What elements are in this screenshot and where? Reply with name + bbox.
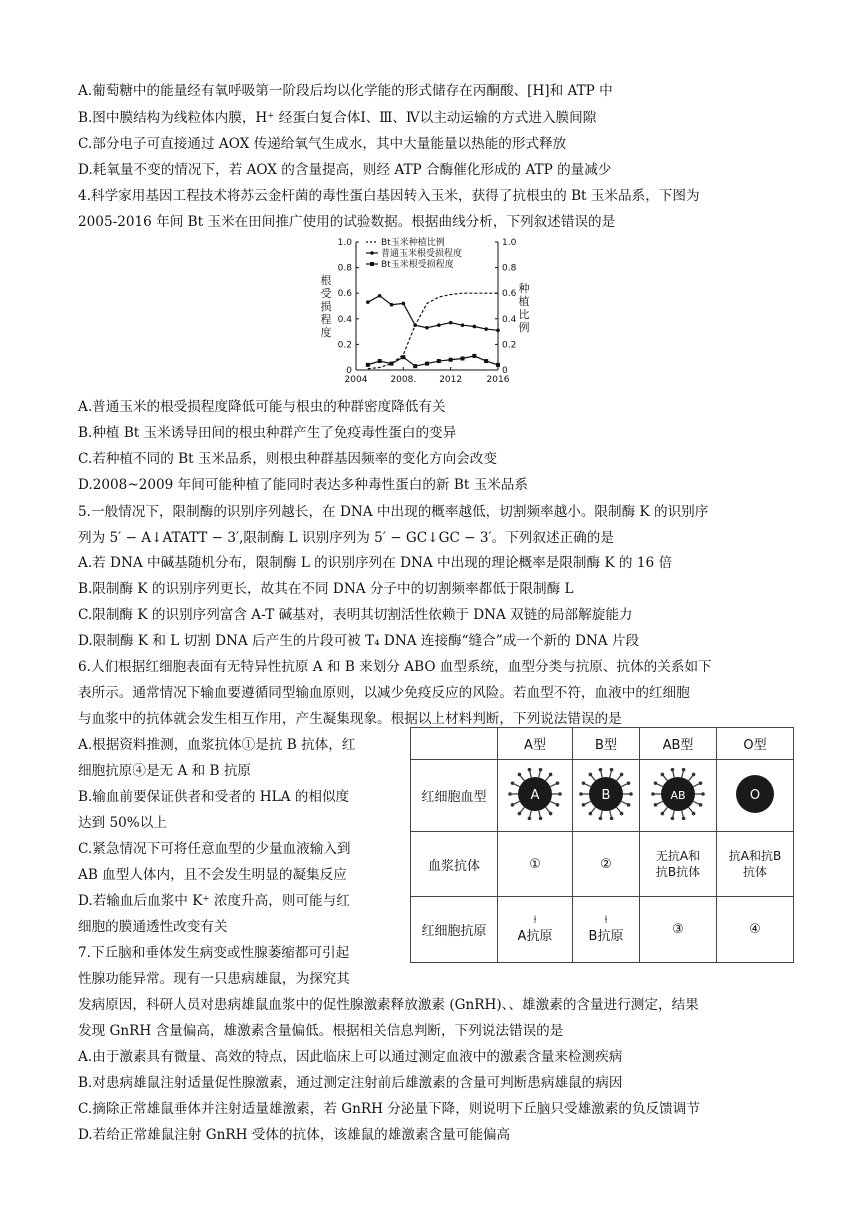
data-point xyxy=(401,355,405,359)
legend-label: 普通玉米根受损程度 xyxy=(381,249,463,259)
antigen-spike-tip xyxy=(511,781,515,785)
red-cell-a-icon xyxy=(505,764,565,824)
data-point xyxy=(496,363,500,367)
cell-letter: A xyxy=(530,787,540,803)
text-line: B.限制酶 K 的识别序列更长，故其在不同 DNA 分子中的切割频率都低于限制酶 L xyxy=(78,581,574,597)
antigen-spike-tip xyxy=(627,803,631,807)
data-point xyxy=(402,302,406,306)
antigen-spike-tip xyxy=(539,768,543,772)
y-tick-label-left: 1.0 xyxy=(337,238,352,248)
antigen-spike-tip xyxy=(511,803,515,807)
text-line: 列为 5′ − A↓ATATT − 3′,限制酶 L 识别序列为 5′ − GC↓GC − 3′。下列叙述正确的是 xyxy=(78,530,614,546)
y-tick-label-left: 0.6 xyxy=(337,289,352,300)
text-line: 发病原因，科研人员对患病雄鼠血浆中的促性腺激素释放激素 (GnRH)、、雄激素的含量进行测定，结果 xyxy=(78,997,699,1013)
antigen-pin-icon: ⍿ xyxy=(533,912,537,926)
antigen-spike-tip xyxy=(701,792,705,796)
y-axis-label-right: 比 xyxy=(518,308,530,321)
table-header: O型 xyxy=(717,728,794,760)
antibody-line: 抗体 xyxy=(742,865,767,880)
data-point xyxy=(437,323,441,327)
data-point xyxy=(366,363,370,367)
x-tick-label: 2012 xyxy=(439,375,463,385)
question-7-stem: 7.下丘脑和垂体发生病变或性腺萎缩都可引起 xyxy=(78,945,350,961)
antigen-spike-tip xyxy=(692,812,696,816)
antigen-spike-tip xyxy=(629,792,633,796)
cell-letter: AB xyxy=(670,788,686,802)
antibody-line: 抗A和抗B xyxy=(728,849,782,864)
antigen-spike-tip xyxy=(582,803,586,807)
antigen-spike-tip xyxy=(671,816,675,820)
antigen-spike-tip xyxy=(682,816,686,820)
red-cell-ab-icon xyxy=(648,764,708,824)
text-line: B.对患病雄鼠注射适量促性腺激素，通过测定注射前后雄激素的含量可判断患病雄鼠的病因 xyxy=(78,1075,623,1091)
text-line: B.图中膜结构为线粒体内膜，H⁺ 经蛋白复合体Ⅰ、Ⅲ、Ⅳ以主动运输的方式进入膜间隙 xyxy=(78,110,597,126)
text-line: 达到 50%以上 xyxy=(78,815,167,831)
x-tick-label: 2008. xyxy=(390,375,417,385)
antigen-spike-tip xyxy=(558,792,562,796)
y-axis-label-left: 损 xyxy=(320,300,332,313)
text-line: 细胞抗原④是无 A 和 B 抗原 xyxy=(78,763,252,779)
text-line: 2005-2016 年间 Bt 玉米在田间推广使用的试验数据。根据曲线分析，下列叙述错误的是 xyxy=(78,214,616,230)
red-cell-o-icon xyxy=(725,764,785,824)
x-tick-label: 2004 xyxy=(344,375,368,385)
antigen-spike-tip xyxy=(528,816,532,820)
legend-marker xyxy=(370,251,374,255)
antigen-label: B抗原 xyxy=(588,928,624,944)
y-tick-label-left: 0.2 xyxy=(337,340,352,351)
y-axis-label-left: 受 xyxy=(320,287,332,300)
antigen-spike-tip xyxy=(699,803,703,807)
antigen-spike-tip xyxy=(651,792,655,796)
y-tick-label-right: 0.4 xyxy=(502,314,517,325)
data-point xyxy=(496,329,500,333)
text-line: AB 血型人体内，且不会发生明显的凝集反应 xyxy=(78,867,347,883)
y-tick-label-left: 0 xyxy=(346,366,352,376)
text-line: C.摘除正常雄鼠垂体并注射适量雄激素，若 GnRH 分泌量下降，则说明下丘脑只受雄激素的负反馈调节 xyxy=(78,1101,700,1117)
antigen-cell: ④ xyxy=(717,896,794,962)
cell-letter: B xyxy=(601,787,611,803)
data-point xyxy=(484,327,488,331)
y-axis-label-right: 例 xyxy=(518,321,530,334)
antigen-spike-tip xyxy=(654,781,658,785)
data-point xyxy=(390,362,394,366)
data-point xyxy=(484,359,488,363)
x-tick-label: 2016 xyxy=(486,375,510,385)
y-tick-label-right: 1.0 xyxy=(502,238,517,248)
text-line: A.根据资料推测，血浆抗体①是抗 B 抗体，红 xyxy=(78,737,356,753)
y-axis-label-left: 程 xyxy=(320,313,332,326)
text-line: 与血浆中的抗体就会发生相互作用，产生凝集现象。根据以上材料判断，下列说法错误的是 xyxy=(78,711,622,727)
data-point xyxy=(366,300,370,304)
data-point xyxy=(461,323,465,327)
antibody-line: 无抗A和 xyxy=(655,849,701,864)
antigen-spike-tip xyxy=(620,772,624,776)
y-axis-label-left: 根 xyxy=(320,274,332,287)
y-tick-label-right: 0 xyxy=(502,366,508,376)
table-corner xyxy=(411,728,498,760)
antigen-pin-icon: ⍿ xyxy=(604,912,608,926)
row-label: 红细胞抗原 xyxy=(411,896,498,962)
text-line: 性腺功能异常。现有一只患病雄鼠，为探究其 xyxy=(78,971,350,987)
data-point xyxy=(378,294,382,298)
antigen-spike-tip xyxy=(699,781,703,785)
text-line: 发现 GnRH 含量偏高，雄激素含量偏低。根据相关信息判断，下列说法错误的是 xyxy=(78,1023,564,1039)
legend-label: Bt玉米根受损程度 xyxy=(381,260,454,270)
table-header: AB型 xyxy=(640,728,717,760)
antigen-spike-tip xyxy=(539,816,543,820)
text-line: D.耗氧量不变的情况下，若 AOX 的含量提高，则经 ATP 合酶催化形成的 ATP 的量减少 xyxy=(78,162,612,178)
series-line xyxy=(368,296,498,331)
text-line: B.种植 Bt 玉米诱导田间的根虫种群产生了免疫毒性蛋白的变异 xyxy=(78,425,457,441)
data-point xyxy=(461,356,465,360)
antigen-spike-tip xyxy=(661,812,665,816)
antigen-spike-tip xyxy=(508,792,512,796)
text-line: 表所示。通常情况下输血要遵循同型输血原则，以减少免疫反应的风险。若血型不符，血液中的红细胞 xyxy=(78,685,690,701)
antigen-spike-tip xyxy=(518,772,522,776)
cell-type-a xyxy=(498,760,573,832)
y-axis-label-left: 度 xyxy=(320,326,332,339)
antigen-spike-tip xyxy=(528,768,532,772)
data-point xyxy=(413,323,417,327)
antigen-spike-tip xyxy=(549,772,553,776)
antigen-spike-tip xyxy=(599,768,603,772)
antibody-cell: ① xyxy=(498,832,573,896)
data-point xyxy=(437,359,441,363)
data-point xyxy=(472,354,476,358)
red-cell-b-icon xyxy=(576,764,636,824)
text-line: A.普通玉米的根受损程度降低可能与根虫的种群密度降低有关 xyxy=(78,399,446,415)
bt-corn-chart xyxy=(318,232,532,392)
antigen-spike-tip xyxy=(549,812,553,816)
y-axis-label-right: 植 xyxy=(518,295,530,308)
blood-type-table xyxy=(410,727,794,963)
antigen-spike-tip xyxy=(556,803,560,807)
text-line: C.紧急情况下可将任意血型的少量血液输入到 xyxy=(78,841,351,857)
question-4-stem: 4.科学家用基因工程技术将苏云金杆菌的毒性蛋白基因转入玉米，获得了抗根虫的 Bt 玉米品系，下图为 xyxy=(78,188,700,204)
antigen-spike-tip xyxy=(518,812,522,816)
antigen-spike-tip xyxy=(682,768,686,772)
antibody-cell xyxy=(640,832,717,896)
cell-type-o xyxy=(717,760,794,832)
data-point xyxy=(378,359,382,363)
antigen-spike-tip xyxy=(620,812,624,816)
table-header: A型 xyxy=(498,728,573,760)
y-tick-label-left: 0.4 xyxy=(337,314,352,325)
y-tick-label-right: 0.8 xyxy=(502,263,517,274)
antigen-spike-tip xyxy=(627,781,631,785)
text-line: A.若 DNA 中碱基随机分布，限制酶 L 的识别序列在 DNA 中出现的理论概率是限制酶 K 的 16 倍 xyxy=(78,555,673,571)
text-line: A.由于激素具有微量、高效的特点，因此临床上可以通过测定血液中的激素含量来检测疾病 xyxy=(78,1049,623,1065)
y-axis-label-right: 种 xyxy=(518,282,530,295)
row-label: 血浆抗体 xyxy=(411,832,498,896)
text-line: 细胞的膜通透性改变有关 xyxy=(78,919,228,935)
data-point xyxy=(449,358,453,362)
cell-type-b xyxy=(573,760,640,832)
text-line: C.限制酶 K 的识别序列富含 A-T 碱基对，表明其切割活性依赖于 DNA 双链的局部解旋能力 xyxy=(78,607,633,623)
table-header: B型 xyxy=(573,728,640,760)
cell-letter: O xyxy=(749,787,761,803)
text-line: D.若给正常雄鼠注射 GnRH 受体的抗体，该雄鼠的雄激素含量可能偏高 xyxy=(78,1127,511,1143)
antibody-cell: ② xyxy=(573,832,640,896)
question-5-stem: 5.一般情况下，限制酶的识别序列越长，在 DNA 中出现的概率越低，切割频率越小。限制酶 K 的识别序 xyxy=(78,504,709,520)
antigen-spike-tip xyxy=(599,816,603,820)
text-line: C.部分电子可直接通过 AOX 传递给氧气生成水，其中大量能量以热能的形式释放 xyxy=(78,136,567,152)
data-point xyxy=(473,325,477,329)
text-line: B.输血前要保证供者和受者的 HLA 的相似度 xyxy=(78,789,350,805)
y-tick-label-right: 0.2 xyxy=(502,340,517,351)
antigen-label: A抗原 xyxy=(517,928,553,944)
antigen-spike-tip xyxy=(582,781,586,785)
text-line: A.葡萄糖中的能量经有氧呼吸第一阶段后均以化学能的形式储存在丙酮酸、[H]和 ATP 中 xyxy=(78,83,613,99)
text-line: D.若输血后血浆中 K⁺ 浓度升高，则可能与红 xyxy=(78,893,350,909)
antibody-cell xyxy=(717,832,794,896)
antigen-spike-tip xyxy=(556,781,560,785)
antigen-spike-tip xyxy=(692,772,696,776)
text-line: D.2008~2009 年间可能种植了能同时表达多种毒性蛋白的新 Bt 玉米品系 xyxy=(78,477,528,493)
legend-label: Bt玉米种植比例 xyxy=(381,238,445,248)
antigen-spike-tip xyxy=(610,816,614,820)
antigen-cell xyxy=(573,896,640,962)
antigen-spike-tip xyxy=(671,768,675,772)
y-tick-label-left: 0.8 xyxy=(337,263,352,274)
data-point xyxy=(425,326,429,330)
antigen-spike-tip xyxy=(610,768,614,772)
antigen-spike-tip xyxy=(661,772,665,776)
antigen-cell xyxy=(498,896,573,962)
data-point xyxy=(390,303,394,307)
legend-marker xyxy=(370,262,374,266)
row-label: 红细胞血型 xyxy=(411,760,498,832)
antigen-spike-tip xyxy=(579,792,583,796)
antigen-spike-tip xyxy=(589,772,593,776)
text-line: D.限制酶 K 和 L 切割 DNA 后产生的片段可被 T₄ DNA 连接酶“缝合”成一个新的 DNA 片段 xyxy=(78,633,640,649)
y-tick-label-right: 0.6 xyxy=(502,289,517,300)
antigen-spike-tip xyxy=(654,803,658,807)
data-point xyxy=(425,362,429,366)
antigen-spike-tip xyxy=(589,812,593,816)
question-6-stem: 6.人们根据红细胞表面有无特异性抗原 A 和 B 来划分 ABO 血型系统，血型分类与抗原、抗体的关系如下 xyxy=(78,659,712,675)
antigen-cell: ③ xyxy=(640,896,717,962)
data-point xyxy=(413,364,417,368)
text-line: C.若种植不同的 Bt 玉米品系，则根虫种群基因频率的变化方向会改变 xyxy=(78,451,497,467)
cell-type-ab xyxy=(640,760,717,832)
antibody-line: 抗B抗体 xyxy=(655,865,701,880)
data-point xyxy=(449,321,453,325)
